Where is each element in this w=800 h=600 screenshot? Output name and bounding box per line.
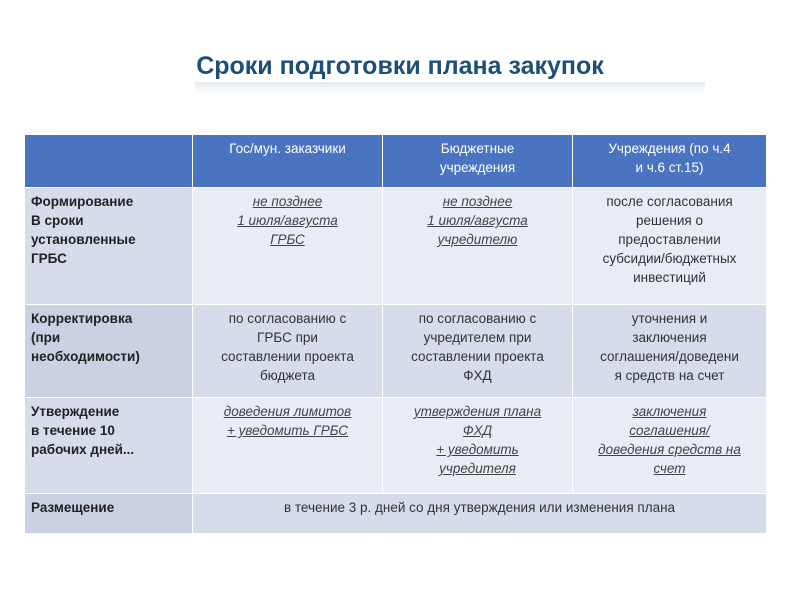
table-cell: [383, 398, 573, 494]
title-reflection: [195, 82, 705, 94]
cell-line: ФХД: [463, 368, 492, 383]
deadlines-table: [24, 134, 767, 534]
cell-line: ФХД: [462, 423, 493, 438]
cell-line: доведения средств на: [598, 442, 741, 457]
cell-line: заключения: [632, 404, 707, 419]
page-title: Сроки подготовки плана закупок: [196, 52, 604, 80]
cell-line: я средств на счет: [614, 368, 725, 383]
cell-line: составлении проекта: [411, 349, 544, 364]
header-cell-institutions-art15: Учреждения (по ч.4 и ч.6 ст.15): [573, 135, 767, 188]
row-label-line: Корректировка: [31, 311, 133, 326]
cell-line: субсидии/бюджетных: [602, 251, 737, 266]
table-cell: [193, 188, 383, 305]
merged-cell-placement: в течение 3 р. дней со дня утверждения или изменения плана: [193, 494, 767, 534]
table-cell: [573, 398, 767, 494]
cell-line: доведения лимитов: [223, 404, 352, 419]
row-label-line: рабочих дней...: [31, 442, 135, 457]
cell-line: по согласованию с: [418, 311, 537, 326]
cell-line: инвестиций: [633, 270, 706, 285]
cell-line: предоставлении: [618, 232, 721, 247]
table-cell: [383, 305, 573, 398]
row-label-line: необходимости): [31, 349, 140, 364]
table-header-row: [25, 135, 767, 188]
row-label-placement: [25, 494, 193, 534]
cell-line: соглашения/доведени: [600, 349, 739, 364]
table-cell: [193, 305, 383, 398]
table-row: [25, 494, 767, 534]
cell-line: бюджета: [259, 368, 316, 383]
table-cell: [573, 305, 767, 398]
row-label-line: ГРБС: [31, 251, 67, 266]
table-row: [25, 398, 767, 494]
row-label-formation: [25, 188, 193, 305]
table-cell: [573, 188, 767, 305]
cell-line: составлении проекта: [221, 349, 354, 364]
cell-line: 1 июля/августа: [427, 213, 528, 228]
row-label-line: установленные: [31, 232, 136, 247]
cell-line: утверждения плана: [413, 404, 542, 419]
row-label-correction: [25, 305, 193, 398]
header-cell-budget-institutions: Бюджетные учреждения: [383, 135, 573, 188]
table-row: [25, 188, 767, 305]
cell-line: решения о: [636, 213, 703, 228]
cell-line: ГРБС при: [257, 330, 318, 345]
row-label-line: Формирование: [31, 194, 134, 209]
row-label-line: В сроки: [31, 213, 84, 228]
table-cell: [193, 398, 383, 494]
row-label-line: Утверждение: [31, 404, 120, 419]
row-label-line: (при: [31, 330, 61, 345]
header-cell-empty: [25, 135, 193, 188]
cell-line: + уведомить ГРБС: [227, 423, 348, 438]
cell-line: учредителем при: [423, 330, 532, 345]
cell-line: заключения: [632, 330, 707, 345]
cell-line: не позднее: [442, 194, 513, 209]
cell-line: уточнения и: [631, 311, 708, 326]
table-row: [25, 305, 767, 398]
cell-line: счет: [653, 461, 686, 476]
cell-line: + уведомить: [436, 442, 519, 457]
cell-line: 1 июля/августа: [237, 213, 338, 228]
row-label-line: в течение 10: [31, 423, 115, 438]
cell-line: ГРБС: [270, 232, 305, 247]
table-cell: [383, 188, 573, 305]
header-cell-state-customers: Гос/мун. заказчики: [193, 135, 383, 188]
cell-line: соглашения/: [629, 423, 710, 438]
cell-line: учредителю: [437, 232, 518, 247]
cell-line: после согласования: [606, 194, 733, 209]
cell-line: учредителя: [439, 461, 516, 476]
cell-line: не позднее: [252, 194, 323, 209]
row-label-line: Размещение: [31, 500, 115, 515]
row-label-approval: [25, 398, 193, 494]
cell-line: по согласованию с: [228, 311, 347, 326]
